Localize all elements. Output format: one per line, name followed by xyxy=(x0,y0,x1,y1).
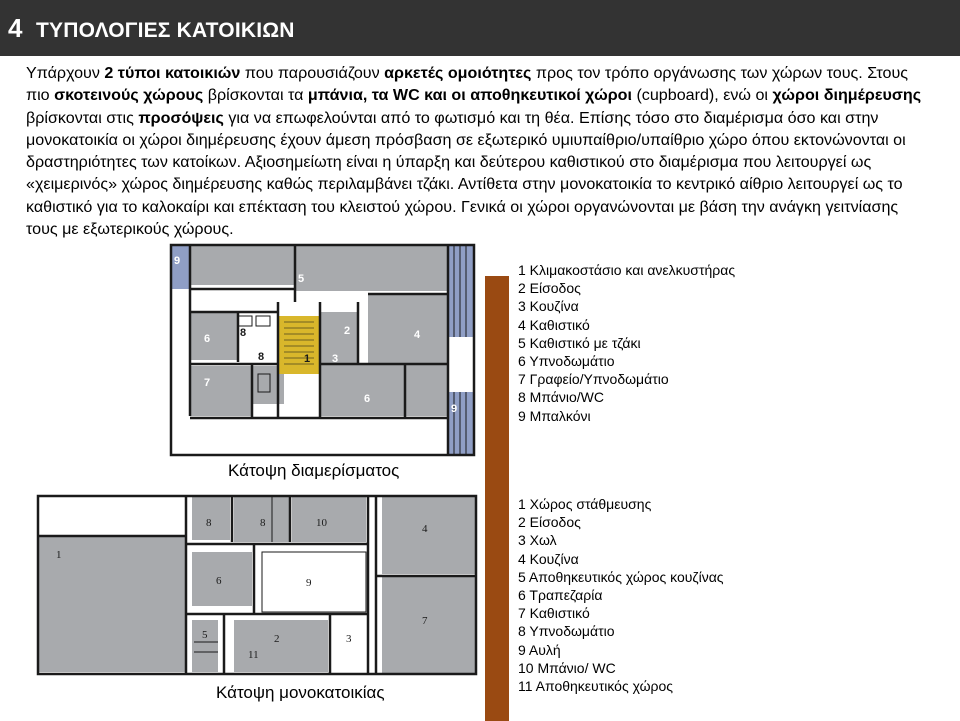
legend-item: 11 Αποθηκευτικός χώρος xyxy=(518,678,673,695)
house-room-number: 5 xyxy=(202,629,208,641)
slide-header xyxy=(0,0,960,56)
apt-room-shape xyxy=(295,245,447,291)
apt-room-shape xyxy=(190,312,238,360)
vertical-divider-bar xyxy=(485,276,509,721)
house-room-number: 7 xyxy=(422,615,428,627)
section-number: 4 xyxy=(8,13,23,43)
apt-room-shape xyxy=(320,364,448,416)
apt-room-number: 2 xyxy=(344,325,351,337)
house-room-shape xyxy=(382,576,476,674)
house-floor-plan xyxy=(34,492,480,680)
intro-emphasis: μπάνια, τα WC και οι αποθηκευτικοί χώροι xyxy=(307,86,632,105)
apartment-floor-plan xyxy=(168,242,478,458)
intro-paragraph xyxy=(26,62,931,240)
legend-item: 2 Είσοδος xyxy=(518,514,581,531)
house-room-number: 1 xyxy=(56,549,62,561)
intro-emphasis: σκοτεινούς χώρους xyxy=(54,86,204,105)
legend-item: 4 Κουζίνα xyxy=(518,550,579,567)
apt-balcony-shape xyxy=(448,245,474,337)
house-room-number: 9 xyxy=(306,577,312,589)
apt-room-number: 8 xyxy=(240,327,247,339)
apt-room-number: 1 xyxy=(304,353,311,365)
legend-item: 1 Χώρος στάθμευσης xyxy=(518,496,652,512)
house-room-number: 4 xyxy=(422,523,428,535)
apt-room-number: 6 xyxy=(364,393,371,405)
house-room-number: 6 xyxy=(216,575,222,587)
legend-item: 10 Μπάνιο/ WC xyxy=(518,659,616,676)
legend-item: 8 Μπάνιο/WC xyxy=(518,389,605,406)
apt-room-number: 7 xyxy=(204,377,211,389)
apt-room-number: 3 xyxy=(332,353,339,365)
house-room-shape xyxy=(192,620,218,672)
intro-text: που παρουσιάζουν xyxy=(240,64,385,82)
apt-room-number: 9 xyxy=(174,255,181,267)
house-room-shape xyxy=(292,496,366,542)
house-room-number: 8 xyxy=(206,517,212,529)
slide-title: ΤΥΠΟΛΟΓΙΕΣ ΚΑΤΟΙΚΙΩΝ xyxy=(36,19,295,42)
house-room-number: 8 xyxy=(260,517,266,529)
legend-item: 9 Μπαλκόνι xyxy=(518,407,591,424)
legend-item: 9 Αυλή xyxy=(518,641,561,658)
apt-balcony-shape xyxy=(448,392,474,454)
intro-emphasis: 2 τύποι κατοικιών xyxy=(104,64,241,82)
apt-room-number: 6 xyxy=(204,333,211,345)
apt-room-shape xyxy=(368,294,448,364)
house-room-number: 10 xyxy=(316,517,327,529)
apt-room-number: 4 xyxy=(414,329,421,341)
intro-text: βρίσκονται τα xyxy=(203,86,308,105)
house-courtyard-shape xyxy=(262,552,366,612)
apt-room-shape xyxy=(320,312,358,364)
house-room-number: 11 xyxy=(248,649,259,661)
intro-emphasis: χώροι διημέρευσης xyxy=(772,86,922,105)
legend-item: 6 Υπνοδωμάτιο xyxy=(518,353,615,370)
apt-balcony-shape xyxy=(171,245,189,289)
intro-text: Υπάρχουν xyxy=(26,64,105,82)
apt-room-shape xyxy=(190,366,252,416)
legend-item: 3 Χωλ xyxy=(518,532,557,549)
apt-room-number: 9 xyxy=(451,403,458,415)
legend-item: 5 Καθιστικό με τζάκι xyxy=(518,334,641,351)
house-room-shape xyxy=(192,552,252,606)
intro-text: βρίσκονται στις xyxy=(26,108,139,127)
intro-emphasis: προσόψεις xyxy=(138,108,224,127)
apt-room-shape xyxy=(190,245,295,285)
legend-item: 7 Γραφείο/Υπνοδωμάτιο xyxy=(518,371,669,388)
intro-text: για να επωφελούνται από το φωτισμό και τη θέα. Επίσης τόσο στο διαμέρισμα όσο και στην μονοκατοικία οι χώροι διημέρευσης έχουν άμεση πρόσβαση σε εξωτερικό υμιυπαίθριο/υπαίθριο χώρο όπου εκτονώνονται οι δραστηριότητες των κατοίκων. Αξιοσημείωτη είναι η ύπαρξη και δεύτερου καθιστικού στο διαμέρισμα που λειτουργεί ως «χειμερινός» χώρος διημέρευσης καθώς περιλαμβάνει τζάκι. Αντίθετα στην μονοκατοικία το κεντρικό αίθριο λειτουργεί ως το καθιστικό για το καλοκαίρι και επέκταση του κλειστού χώρου. Γενικά οι χώροι οργανώνονται με βάση την ανάγκη γειτνίασης τους με εξωτερικούς χώρους. xyxy=(26,108,906,239)
legend-item: 7 Καθιστικό xyxy=(518,605,590,622)
legend-item: 4 Καθιστικό xyxy=(518,316,590,333)
house-room-number: 3 xyxy=(346,633,352,645)
house-plan-caption: Κάτοψη μονοκατοικίας xyxy=(216,683,385,702)
legend-item: 6 Τραπεζαρία xyxy=(518,587,603,604)
apartment-legend xyxy=(518,261,735,425)
apartment-plan-caption: Κάτοψη διαμερίσματος xyxy=(228,461,400,480)
intro-text: (cupboard), ενώ οι xyxy=(631,86,773,105)
house-room-number: 2 xyxy=(274,633,280,645)
legend-item: 1 Κλιμακοστάσιο και ανελκυστήρας xyxy=(518,262,736,278)
legend-item: 5 Αποθηκευτικός χώρος κουζίνας xyxy=(518,568,724,585)
apt-room-number: 8 xyxy=(258,351,265,363)
house-legend xyxy=(518,495,724,695)
intro-text: προς τον τρόπο οργάνωσης των χώρων τους. Στους πιο xyxy=(26,64,909,105)
house-room-shape xyxy=(382,496,476,574)
house-room-shape xyxy=(234,620,328,672)
legend-item: 8 Υπνοδωμάτιο xyxy=(518,623,615,640)
legend-item: 2 Είσοδος xyxy=(518,280,581,297)
legend-item: 3 Κουζίνα xyxy=(518,298,579,315)
apt-room-number: 5 xyxy=(298,273,305,285)
apt-stair-shape xyxy=(278,316,320,374)
intro-emphasis: αρκετές ομοιότητες xyxy=(384,64,532,82)
